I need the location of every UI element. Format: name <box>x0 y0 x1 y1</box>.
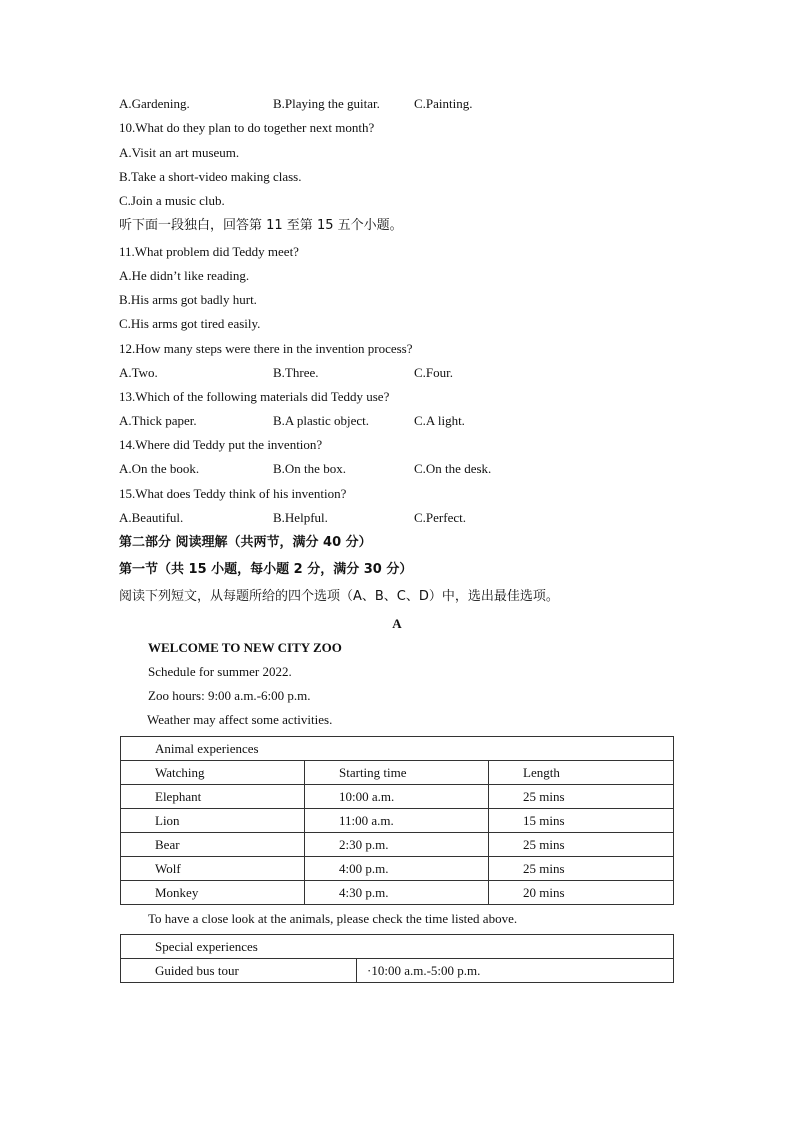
q10-question: 10.What do they plan to do together next month? <box>119 120 375 135</box>
table-cell: 25 mins <box>489 857 674 881</box>
q12-options <box>119 363 679 383</box>
table-cell: 20 mins <box>489 881 674 905</box>
close-look-note: To have a close look at the animals, please check the time listed above. <box>148 911 518 926</box>
zoo-hours: Zoo hours: 9:00 a.m.-6:00 p.m. <box>148 688 311 703</box>
special-table-caption: Special experiences <box>121 935 674 959</box>
q9-option-a: A.Gardening. <box>119 96 190 111</box>
q13-question: 13.Which of the following materials did Teddy use? <box>119 389 390 404</box>
q14-option-a: A.On the book. <box>119 461 200 476</box>
q11-question: 11.What problem did Teddy meet? <box>119 244 299 259</box>
monologue-instruction: 听下面一段独白，回答第 11 至第 15 五个小题。 <box>119 218 403 233</box>
q9-options <box>119 94 679 114</box>
q14-options <box>119 459 679 479</box>
q13-option-a: A.Thick paper. <box>119 413 197 428</box>
table-row <box>121 857 674 881</box>
header-starting-time: Starting time <box>305 761 489 785</box>
table-row <box>121 809 674 833</box>
q15-question: 15.What does Teddy think of his invention? <box>119 486 347 501</box>
header-watching: Watching <box>121 761 305 785</box>
q12-option-b: B.Three. <box>273 365 319 380</box>
special-experiences-table <box>120 934 674 983</box>
animal-experiences-table <box>120 736 674 905</box>
table-cell: 4:00 p.m. <box>305 857 489 881</box>
table-cell: 25 mins <box>489 785 674 809</box>
table-row <box>121 959 674 983</box>
table-cell: Guided bus tour <box>121 959 357 983</box>
part2-title: 第二部分 阅读理解（共两节，满分 40 分） <box>119 535 372 550</box>
table-cell: Elephant <box>121 785 305 809</box>
table-cell: 15 mins <box>489 809 674 833</box>
table-cell: Wolf <box>121 857 305 881</box>
table-caption-row <box>121 935 674 959</box>
table-cell: 25 mins <box>489 833 674 857</box>
table-row <box>121 833 674 857</box>
q11-option-b: B.His arms got badly hurt. <box>119 292 257 307</box>
table-cell: Bear <box>121 833 305 857</box>
q14-option-b: B.On the box. <box>273 461 346 476</box>
q15-option-b: B.Helpful. <box>273 510 328 525</box>
table-row <box>121 881 674 905</box>
table-cell: 10:00 a.m. <box>305 785 489 809</box>
q14-option-c: C.On the desk. <box>414 461 492 476</box>
reading-instruction: 阅读下列短文，从每题所给的四个选项（A、B、C、D）中，选出最佳选项。 <box>119 589 559 604</box>
zoo-title: WELCOME TO NEW CITY ZOO <box>148 640 342 655</box>
q12-option-a: A.Two. <box>119 365 158 380</box>
table-cell: 4:30 p.m. <box>305 881 489 905</box>
q14-question: 14.Where did Teddy put the invention? <box>119 437 323 452</box>
q13-options <box>119 411 679 431</box>
q15-option-a: A.Beautiful. <box>119 510 184 525</box>
q12-question: 12.How many steps were there in the invention process? <box>119 341 413 356</box>
table-cell: Lion <box>121 809 305 833</box>
zoo-weather-note: Weather may affect some activities. <box>147 712 333 727</box>
table-row <box>121 785 674 809</box>
table-cell: 11:00 a.m. <box>305 809 489 833</box>
q11-option-a: A.He didn’t like reading. <box>119 268 250 283</box>
table-caption-row <box>121 737 674 761</box>
q13-option-b: B.A plastic object. <box>273 413 370 428</box>
q10-option-a: A.Visit an art museum. <box>119 145 240 160</box>
q13-option-c: C.A light. <box>414 413 465 428</box>
q11-option-c: C.His arms got tired easily. <box>119 316 261 331</box>
table-cell: ·10:00 a.m.-5:00 p.m. <box>357 959 674 983</box>
table-cell: Monkey <box>121 881 305 905</box>
section1-title: 第一节（共 15 小题，每小题 2 分，满分 30 分） <box>119 562 413 577</box>
q9-option-b: B.Playing the guitar. <box>273 96 380 111</box>
header-length: Length <box>489 761 674 785</box>
q10-option-b: B.Take a short-video making class. <box>119 169 302 184</box>
q10-option-c: C.Join a music club. <box>119 193 225 208</box>
passage-label: A <box>392 616 402 631</box>
table-cell: 2:30 p.m. <box>305 833 489 857</box>
animal-table-caption: Animal experiences <box>121 737 674 761</box>
q9-option-c: C.Painting. <box>414 96 473 111</box>
q15-options <box>119 508 679 528</box>
table-header-row <box>121 761 674 785</box>
zoo-schedule: Schedule for summer 2022. <box>148 664 292 679</box>
q12-option-c: C.Four. <box>414 365 454 380</box>
q15-option-c: C.Perfect. <box>414 510 466 525</box>
